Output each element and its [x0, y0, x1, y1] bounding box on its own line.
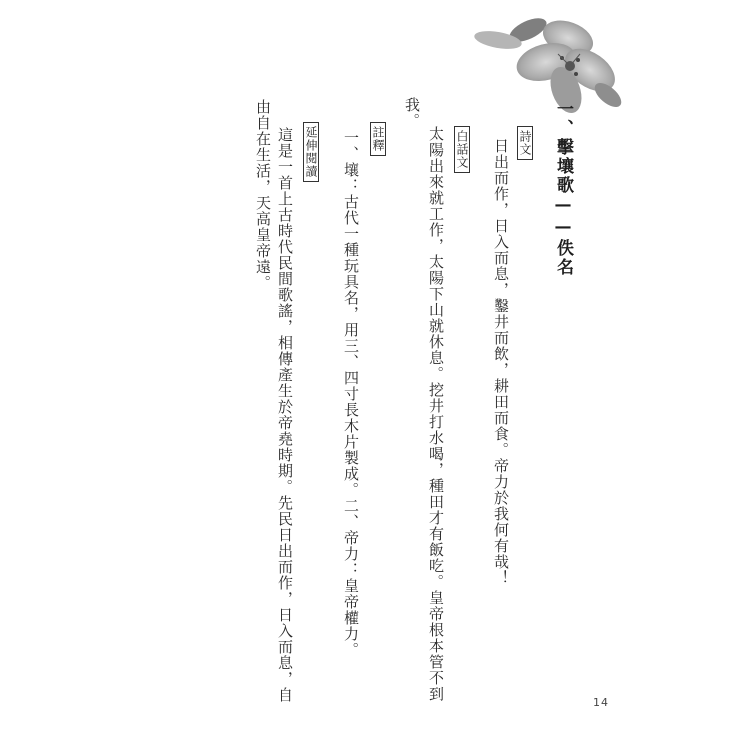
page-title: 一、擊壤歌——佚名 [553, 100, 573, 277]
page-number: 14 [593, 696, 609, 709]
vernacular-text-line-2: 我。 [403, 97, 421, 129]
vernacular-text-line-1: 太陽出來就工作，太陽下山就休息。挖井打水喝，種田才有飯吃。皇帝根本管不到 [427, 126, 445, 702]
poem-label: 詩文 [517, 126, 533, 160]
extended-text-line-2: 由自在生活，天高皇帝遠。 [254, 99, 272, 291]
vernacular-label: 白話文 [454, 126, 470, 173]
notes-text: 一、壤：古代一種玩具名，用三、四寸長木片製成。二、帝力：皇帝權力。 [342, 130, 360, 658]
flower-decoration-icon [458, 0, 638, 118]
notes-label: 註釋 [370, 122, 386, 156]
extended-reading-label: 延伸閱讀 [303, 122, 319, 182]
poem-text: 日出而作，日入而息，鑿井而飲，耕田而食。帝力於我何有哉！ [492, 138, 510, 586]
extended-text-line-1: 這是一首上古時代民間歌謠，相傳產生於帝堯時期。先民日出而作，日入而息，自 [276, 127, 294, 703]
